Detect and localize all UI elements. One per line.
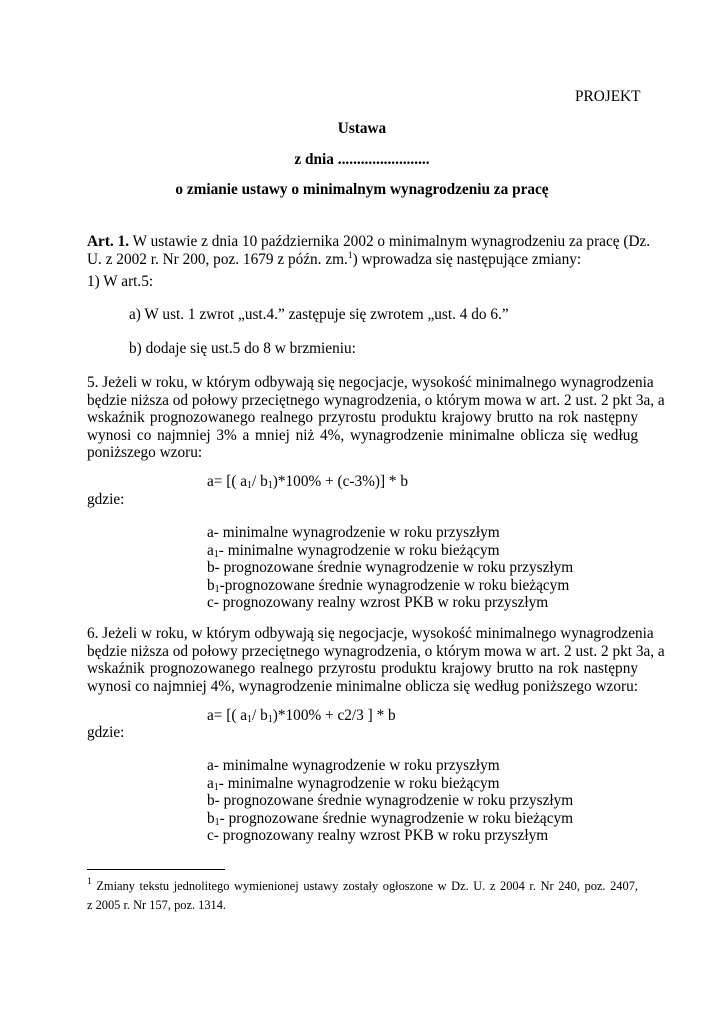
item-a: a) W ust. 1 zwrot „ust.4.” zastępuje się zwrotem „ust. 4 do 6.” (129, 306, 509, 323)
footnote-marker: 1 (87, 877, 92, 887)
paragraph-line: wskaźnik prognozowanego realnego przyrostu produktu krajowy brutto na rok następny (87, 409, 638, 427)
gdzie-label: gdzie: (87, 491, 125, 508)
point-1: 1) W art.5: (87, 273, 154, 290)
paragraph-line: poniższego wzoru: (87, 444, 203, 462)
definition-b1: $b_1$-prognozowane średnie wynagrodzenie w roku bieżącym (207, 576, 570, 595)
gdzie-label: gdzie: (87, 724, 125, 741)
definition-b: b- prognozowane średnie wynagrodzenie w roku przyszłym (207, 792, 574, 809)
paragraph-line: wynosi co najmniej 3% a mniej niż 4%, wynagrodzenie minimalne oblicza się według (87, 426, 638, 444)
footnote-separator (87, 869, 225, 870)
footnote-line-2: z 2005 r. Nr 157, poz. 1314. (87, 898, 227, 912)
date-line: z dnia ........................ (294, 151, 430, 168)
article-label: Art. 1. (87, 233, 130, 250)
footnote-reference: 1 (347, 250, 353, 261)
definition-a1: $a_1-$ minimalne wynagrodzenie w roku bieżącym (207, 774, 500, 793)
paragraph-line: 6. Jeżeli w roku, w którym odbywają się negocjacje, wysokość minimalnego wynagrodzenia (87, 625, 654, 642)
paragraph-line: będzie niższa od połowy przeciętnego wynagrodzenia, o którym mowa w art. 2 ust. 2 pkt 3a, a (87, 642, 665, 660)
definition-a1: $a_1-$ minimalne wynagrodzenie w roku bieżącym (207, 541, 500, 560)
paragraph-line: 5. Jeżeli w roku, w którym odbywają się negocjacje, wysokość minimalnego wynagrodzenia (87, 374, 654, 391)
definition-b: b- prognozowane średnie wynagrodzenie w roku przyszłym (207, 559, 574, 576)
definitions-5 (207, 524, 573, 612)
document-subject: o zmianie ustawy o minimalnym wynagrodzeniu za pracę (175, 181, 549, 198)
document-title: Ustawa (337, 120, 387, 137)
formula-6: a= [( $a_1/$ $b_1)*100\% + c2/3$ ] * b (207, 707, 396, 725)
article-1-line-2: U. z 2002 r. Nr 200, poz. 1679 z późn. zm.$^1$) wprowadza się następujące zmiany: (87, 250, 582, 268)
definition-a: a- minimalne wynagrodzenie w roku przyszłym (207, 757, 500, 774)
paragraph-5 (87, 374, 665, 462)
item-b: b) dodaje się ust.5 do 8 w brzmieniu: (129, 340, 356, 357)
definitions-6 (207, 757, 573, 845)
definition-c: c- prognozowany realny wzrost PKB w roku przyszłym (207, 827, 549, 844)
article-1-line-1: Art. 1. W ustawie z dnia 10 października 2002 o minimalnym wynagrodzeniu za pracę (Dz. (87, 233, 651, 250)
formula-5: a= [( $a_1/$ $b_1)*100\% + (c-3\%)] * b$ (207, 473, 408, 491)
definition-c: c- prognozowany realny wzrost PKB w roku przyszłym (207, 594, 549, 611)
paragraph-line: wskaźnik prognozowanego realnego przyrostu produktu krajowy brutto na rok następny (87, 660, 638, 678)
footnote (87, 877, 638, 915)
paragraph-line: będzie niższa od połowy przeciętnego wynagrodzenia, o którym mowa w art. 2 ust. 2 pkt 3a, a (87, 391, 665, 409)
footnote-line-1: $^1$ Zmiany tekstu jednolitego wymienionej ustawy zostały ogłoszone w Dz. U. z 2004 r. Nr 240, poz. 2407, (87, 877, 638, 893)
definition-a: a- minimalne wynagrodzenie w roku przyszłym (207, 524, 500, 541)
projekt-label: PROJEKT (575, 88, 641, 105)
paragraph-6 (87, 625, 665, 695)
definition-b1: $b_1-$ prognozowane średnie wynagrodzenie w roku bieżącym (207, 809, 574, 828)
article-1 (87, 233, 651, 268)
paragraph-line: wynosi co najmniej 4%, wynagrodzenie minimalne oblicza się według poniższego wzoru: (87, 677, 638, 695)
